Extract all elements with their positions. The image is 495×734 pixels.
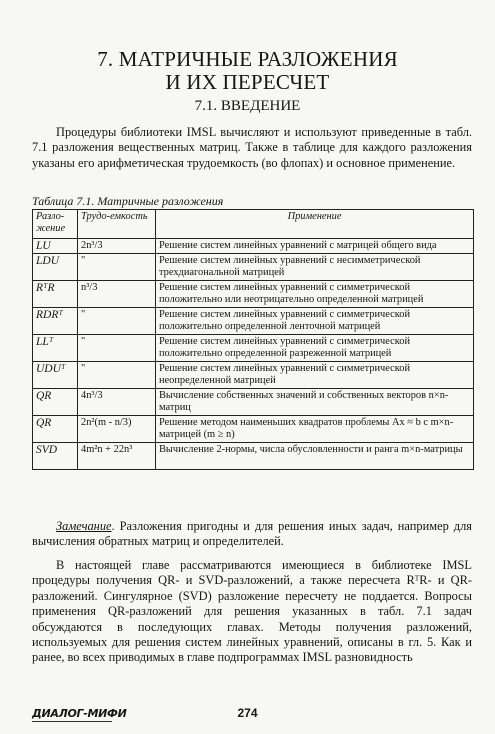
row-complexity: 4m²n + 22n³ <box>78 443 156 470</box>
row-application: Решение систем линейных уравнений с симметрической положительно или неотрицательно определенной матрицей <box>156 281 474 308</box>
row-application: Вычисление 2-нормы, числа обусловленности и ранга m×n-матрицы <box>156 443 474 470</box>
section-title: 7.1. ВВЕДЕНИЕ <box>194 98 301 114</box>
table-row <box>33 308 474 335</box>
table-row <box>33 335 474 362</box>
table-row <box>33 362 474 389</box>
chapter-title-line1: 7. МАТРИЧНЫЕ РАЗЛОЖЕНИЯ <box>97 47 398 71</box>
table-row <box>33 254 474 281</box>
table-caption: Таблица 7.1. Матричные разложения <box>32 194 224 208</box>
row-complexity: 4n³/3 <box>78 389 156 416</box>
row-application: Решение методом наименьших квадратов проблемы Ax ≈ b с m×n-матрицей (m ≥ n) <box>156 416 474 443</box>
decompositions-table <box>32 209 474 470</box>
row-complexity: " <box>78 254 156 281</box>
intro-paragraph: Процедуры библиотеки IMSL вычисляют и используют приведенные в табл. 7.1 разложения вещественных матриц. Также в таблице для каждого разложения указаны его арифметическая трудоемкость (во флопах) и основное применение. <box>32 125 472 170</box>
table-row <box>33 416 474 443</box>
row-name: QR <box>33 416 78 443</box>
row-name: QR <box>33 389 78 416</box>
row-name: LLᵀ <box>33 335 78 362</box>
table-row <box>33 239 474 254</box>
note-text: . Разложения пригодны и для решения иных задач, например для вычисления обратных матриц и определителей. <box>32 519 472 549</box>
row-complexity: 2n³/3 <box>78 239 156 254</box>
chapter-title-line2: И ИХ ПЕРЕСЧЕТ <box>165 70 330 94</box>
row-application: Решение систем линейных уравнений с симметрической неопределенной матрицей <box>156 362 474 389</box>
logo-underline <box>32 721 112 722</box>
publisher-logo-text: ДИАЛОГ-МИФИ <box>32 707 127 720</box>
row-application: Решение систем линейных уравнений с несимметрической трехдиагональной матрицей <box>156 254 474 281</box>
row-complexity: " <box>78 308 156 335</box>
table-header-row <box>33 210 474 239</box>
header-complexity: Трудо-емкость <box>78 210 156 239</box>
row-complexity: " <box>78 335 156 362</box>
table-row <box>33 281 474 308</box>
header-decomposition: Разло-жение <box>33 210 78 239</box>
row-name: RDRᵀ <box>33 308 78 335</box>
table-row <box>33 389 474 416</box>
body-paragraph: В настоящей главе рассматриваются имеющиеся в библиотеке IMSL процедуры получения QR- и SVD-разложений, а также пересчета RᵀR- и QR-разложений. Сингулярное (SVD) разложение пересчету не поддается. Вопросы применения QR-разложений для решения указанных в табл. 7.1 задач обсуждаются в последующих главах. Методы получения разложений, используемых для решения систем линейных уравнений, описаны в гл. 5. Как и ранее, во всех приводимых в главе подпрограммах IMSL разновидность <box>32 558 472 665</box>
note-paragraph <box>32 519 472 550</box>
table-row <box>33 443 474 470</box>
row-application: Решение систем линейных уравнений с симметрической положительно определенной разреженной матрицей <box>156 335 474 362</box>
header-application: Применение <box>156 210 474 239</box>
row-name: UDUᵀ <box>33 362 78 389</box>
row-complexity: n³/3 <box>78 281 156 308</box>
row-application: Решение систем линейных уравнений с матрицей общего вида <box>156 239 474 254</box>
row-name: LDU <box>33 254 78 281</box>
row-name: SVD <box>33 443 78 470</box>
row-application: Решение систем линейных уравнений с симметрической положительно определенной ленточной матрицей <box>156 308 474 335</box>
row-complexity: 2n²(m - n/3) <box>78 416 156 443</box>
page-number: 274 <box>237 706 258 720</box>
row-application: Вычисление собственных значений и собственных векторов n×n-матриц <box>156 389 474 416</box>
note-label: Замечание <box>56 519 112 533</box>
row-name: RᵀR <box>33 281 78 308</box>
row-complexity: " <box>78 362 156 389</box>
row-name: LU <box>33 239 78 254</box>
